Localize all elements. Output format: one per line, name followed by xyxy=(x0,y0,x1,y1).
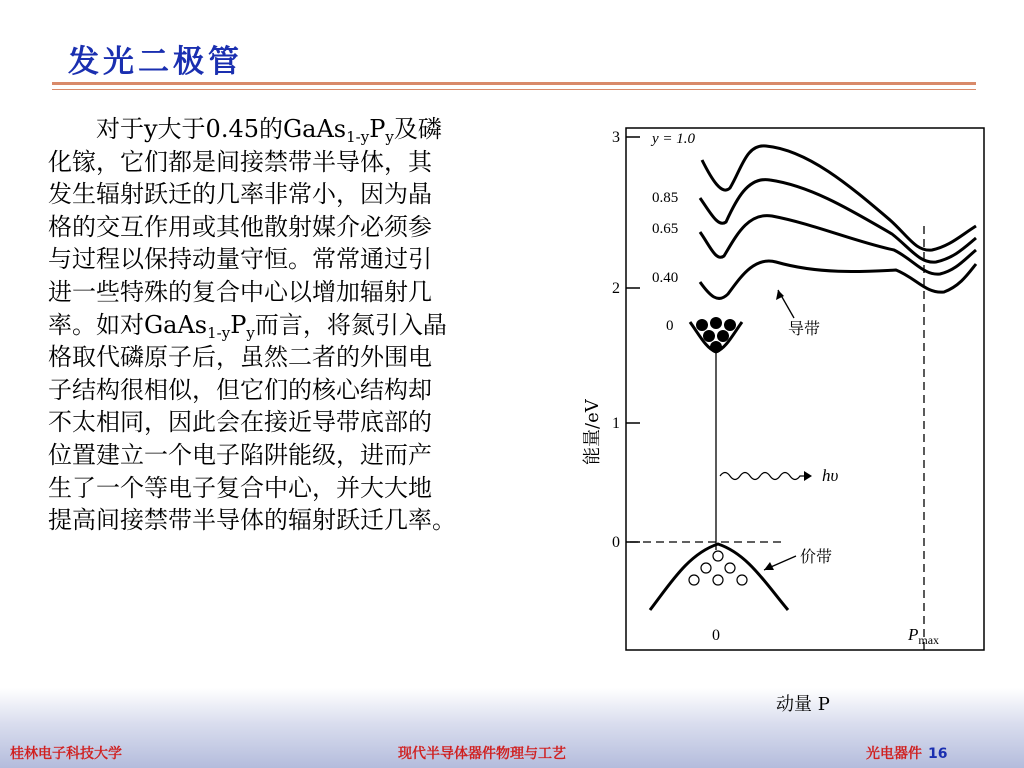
hole xyxy=(713,575,723,585)
conduction-band-label: 导带 xyxy=(788,319,821,338)
paragraph-line-12: 生了一个等电子复合中心，并大大地 xyxy=(48,473,432,502)
electron xyxy=(703,330,715,342)
hole xyxy=(725,563,735,573)
photon-arrow-head xyxy=(804,471,812,481)
paragraph-line-4: 格的交互作用或其他散射媒介必须参 xyxy=(48,212,432,241)
photon-label: hυ xyxy=(822,466,839,485)
body-paragraph xyxy=(48,113,556,537)
conduction-curve-0.65 xyxy=(700,216,976,275)
paragraph-line-5: 与过程以保持动量守恒。常常通过引 xyxy=(48,245,432,274)
curve-label-085: 0.85 xyxy=(652,190,679,206)
y-axis-label: 能量/eV xyxy=(582,399,603,465)
page-number: 16 xyxy=(928,746,948,762)
hole xyxy=(713,551,723,561)
electron xyxy=(717,330,729,342)
paragraph-line-2: 化镓，它们都是间接禁带半导体，其 xyxy=(48,147,432,176)
paragraph-line-3: 发生辐射跃迁的几率非常小，因为晶 xyxy=(48,180,432,209)
paragraph-line-6: 进一些特殊的复合中心以增加辐射几 xyxy=(48,277,432,306)
hole xyxy=(737,575,747,585)
hole xyxy=(689,575,699,585)
footer-course: 现代半导体器件物理与工艺 xyxy=(398,746,566,762)
x-origin-label: 0 xyxy=(712,627,720,644)
title-rule-thin xyxy=(52,89,976,90)
y-tick-label-3: 3 xyxy=(612,129,620,146)
hole xyxy=(701,563,711,573)
band-diagram xyxy=(560,110,1000,670)
valence-band-label: 价带 xyxy=(800,547,833,566)
curve-label-065: 0.65 xyxy=(652,221,679,237)
footer-chapter: 光电器件 16 xyxy=(866,746,948,762)
y-tick-label-2: 2 xyxy=(612,280,620,297)
conduction-curve-0.40 xyxy=(700,261,976,298)
x-axis-label: 动量 P xyxy=(776,694,830,715)
paragraph-line-1: 对于y大于0.45的$GaAs_{1-y}P_y$及磷 xyxy=(96,115,442,146)
electron xyxy=(724,319,736,331)
y-tick-label-0: 0 xyxy=(612,534,620,551)
curve-label-040: 0.40 xyxy=(652,270,679,286)
electron xyxy=(710,317,722,329)
paragraph-line-9: 子结构很相似，但它们的核心结构却 xyxy=(48,375,432,404)
paragraph-line-8: 格取代磷原子后，虽然二者的外围电 xyxy=(48,343,432,372)
paragraph-line-11: 位置建立一个电子陷阱能级，进而产 xyxy=(48,440,432,469)
y-tick-label-1: 1 xyxy=(612,415,620,432)
paragraph-line-13: 提高间接禁带半导体的辐射跃迁几率。 xyxy=(48,506,456,535)
photon-wave xyxy=(720,473,804,480)
curve-label-y1: y = 1.0 xyxy=(652,131,696,147)
paragraph-line-10: 不太相同，因此会在接近导带底部的 xyxy=(48,408,432,437)
title-rule-thick xyxy=(52,82,976,85)
slide-title: 发光二极管 xyxy=(68,44,243,80)
paragraph-line-7: 率。如对$GaAs_{1-y}P_y$而言，将氮引入晶 xyxy=(48,310,447,342)
electron xyxy=(710,341,722,353)
pmax-label: $P_{max}$ xyxy=(908,625,940,647)
electron xyxy=(696,319,708,331)
footer-school: 桂林电子科技大学 xyxy=(10,746,122,762)
curve-label-0: 0 xyxy=(666,318,674,334)
